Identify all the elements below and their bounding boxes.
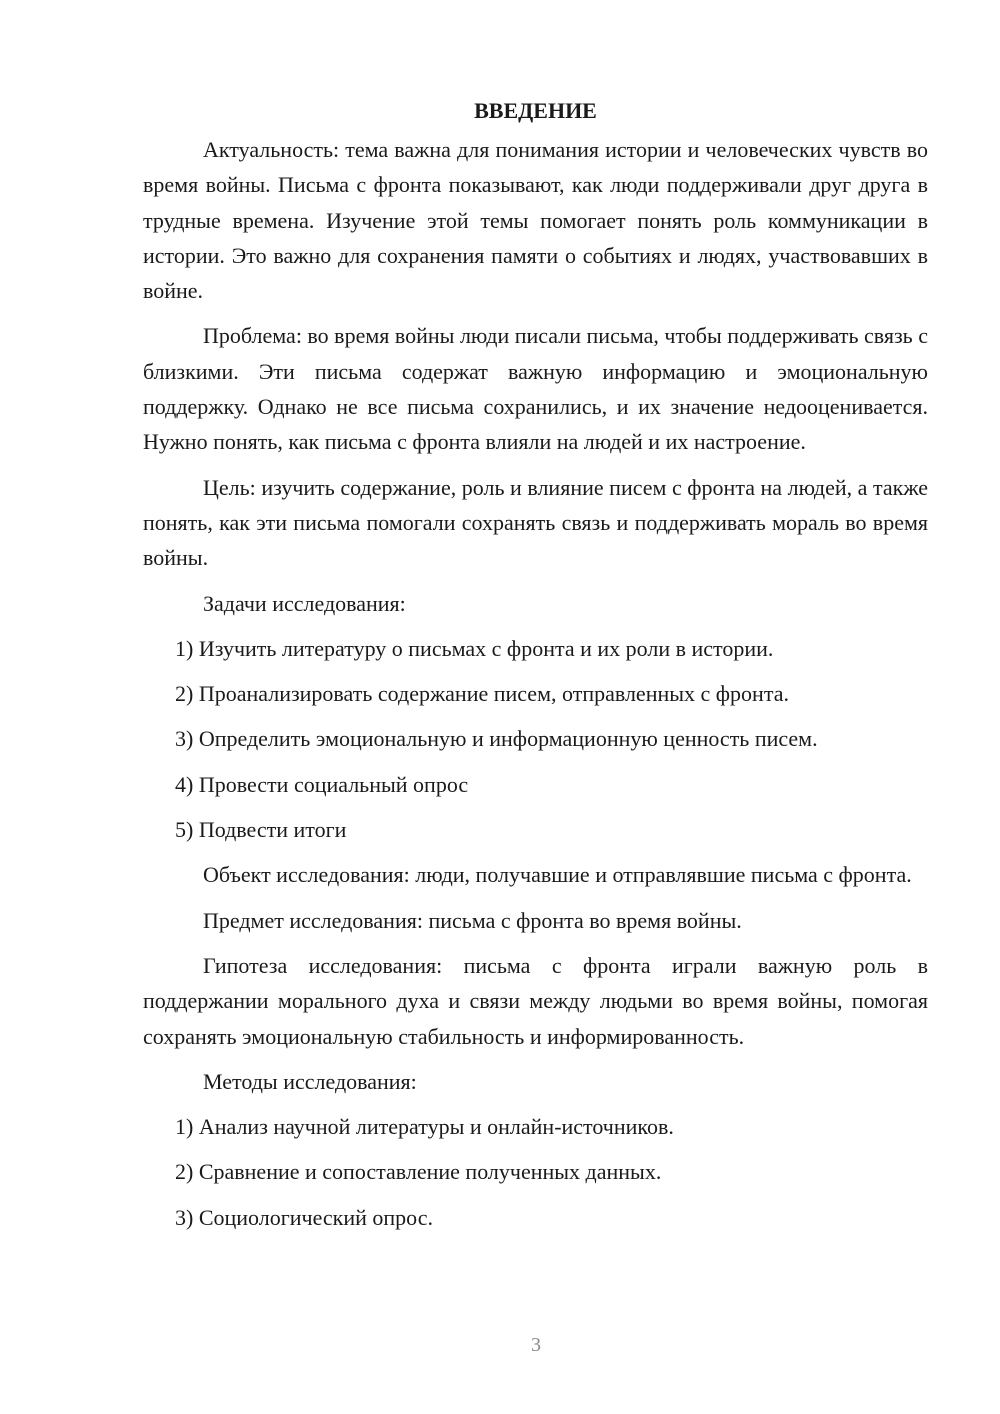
method-item: 1) Анализ научной литературы и онлайн-источников. (175, 1114, 674, 1140)
methods-label: Методы исследования: (203, 1068, 417, 1094)
subject-paragraph: Предмет исследования: письма с фронта во время войны. (203, 907, 742, 933)
goal-paragraph: Цель: изучить содержание, роль и влияние писем с фронта на людей, а также понять, как эти письма помогали сохранять связь и поддерживать мораль во время войны. (143, 474, 928, 571)
object-paragraph: Объект исследования: люди, получавшие и отправлявшие письма с фронта. (203, 862, 912, 888)
problem-paragraph: Проблема: во время войны люди писали письма, чтобы поддерживать связь с близкими. Эти письма содержат важную информацию и эмоциональную поддержку. Однако не все письма сохранились, и их значение недооценивается. Нужно понять, как письма с фронта влияли на людей и их настроение. (143, 323, 928, 455)
page-content (143, 96, 928, 1245)
page-number: 3 (531, 1334, 541, 1356)
tasks-label: Задачи исследования: (203, 590, 406, 616)
method-item: 3) Социологический опрос. (175, 1204, 433, 1230)
tasks-list (143, 631, 928, 847)
task-item: 2) Проанализировать содержание писем, отправленных с фронта. (175, 681, 789, 707)
section-heading: ВВЕДЕНИЕ (474, 98, 597, 123)
methods-list (143, 1109, 928, 1235)
relevance-paragraph: Актуальность: тема важна для понимания истории и человеческих чувств во время войны. Письма с фронта показывают, как люди поддерживали друг друга в трудные времена. Изучение этой темы помогает понять роль коммуникации в истории. Это важно для сохранения памяти о событиях и людях, участвовавших в войне. (143, 137, 928, 304)
hypothesis-paragraph: Гипотеза исследования: письма с фронта играли важную роль в поддержании морального духа и связи между людьми во время войны, помогая сохранять эмоциональную стабильность и информированность. (143, 952, 928, 1049)
task-item: 4) Провести социальный опрос (175, 771, 469, 797)
method-item: 2) Сравнение и сопоставление полученных данных. (175, 1159, 662, 1185)
task-item: 5) Подвести итоги (175, 817, 347, 843)
task-item: 1) Изучить литературу о письмах с фронта и их роли в истории. (175, 635, 774, 661)
task-item: 3) Определить эмоциональную и информационную ценность писем. (175, 726, 818, 752)
